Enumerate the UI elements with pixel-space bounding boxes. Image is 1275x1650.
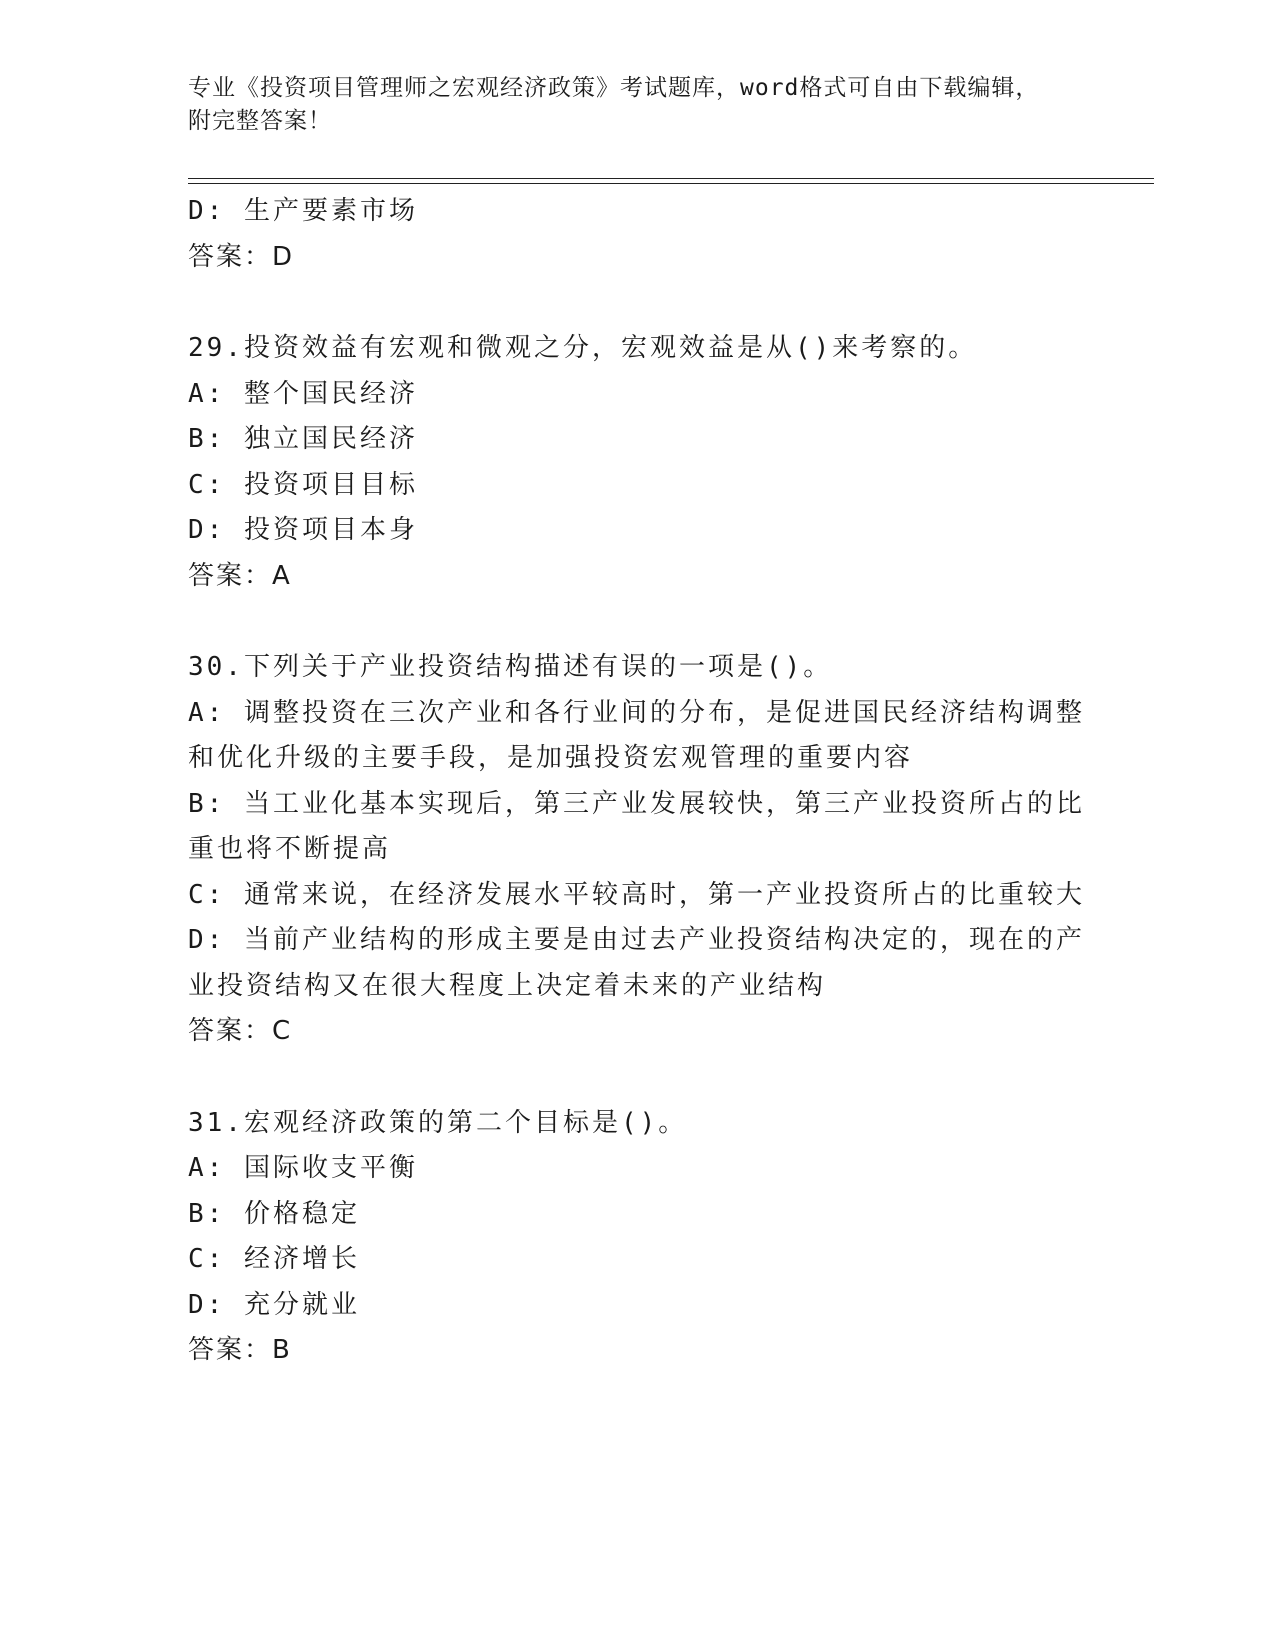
answer-line: 答案：A [188, 560, 292, 591]
option-a: A: 国际收支平衡 [188, 1153, 418, 1183]
document-header [188, 72, 1068, 138]
option-b: B: 价格稳定 [188, 1198, 360, 1229]
option-d-line-2: 业投资结构又在很大程度上决定着未来的产业结构 [188, 970, 827, 1001]
question-30 [188, 645, 1088, 1055]
question-29 [188, 326, 1088, 599]
question-28-tail [188, 189, 1088, 280]
option-b-line-2: 重也将不断提高 [188, 834, 392, 864]
option-d: D: 充分就业 [188, 1289, 360, 1320]
header-line-2: 附完整答案！ [188, 108, 332, 134]
option-d: D: 生产要素市场 [188, 196, 418, 226]
spacer [188, 1055, 1088, 1101]
option-a: A: 整个国民经济 [188, 378, 418, 409]
header-divider-top [188, 178, 1154, 179]
option-a-line-1: A: 调整投资在三次产业和各行业间的分布，是促进国民经济结构调整 [188, 697, 1085, 728]
answer-line: 答案：D [188, 241, 295, 272]
question-stem: 30.下列关于产业投资结构描述有误的一项是()。 [188, 652, 833, 682]
answer-line: 答案：B [188, 1335, 292, 1365]
option-a-line-2: 和优化升级的主要手段，是加强投资宏观管理的重要内容 [188, 743, 914, 773]
option-d: D: 投资项目本身 [188, 515, 418, 545]
option-d-line-1: D: 当前产业结构的形成主要是由过去产业投资结构决定的，现在的产 [188, 925, 1085, 955]
header-divider-bottom [188, 183, 1154, 184]
question-stem: 29.投资效益有宏观和微观之分，宏观效益是从()来考察的。 [188, 333, 978, 363]
spacer [188, 280, 1088, 326]
option-c: C: 经济增长 [188, 1244, 360, 1274]
answer-line: 答案：C [188, 1016, 293, 1046]
spacer [188, 599, 1088, 645]
header-line-1: 专业《投资项目管理师之宏观经济政策》考试题库，word格式可自由下载编辑， [188, 75, 1040, 101]
question-stem: 31.宏观经济政策的第二个目标是()。 [188, 1107, 688, 1138]
question-31 [188, 1101, 1088, 1374]
option-c: C: 通常来说，在经济发展水平较高时，第一产业投资所占的比重较大 [188, 879, 1085, 910]
option-b-line-1: B: 当工业化基本实现后，第三产业发展较快，第三产业投资所占的比 [188, 788, 1085, 819]
option-c: C: 投资项目目标 [188, 469, 418, 500]
option-b: B: 独立国民经济 [188, 424, 418, 454]
question-list [188, 189, 1088, 1374]
